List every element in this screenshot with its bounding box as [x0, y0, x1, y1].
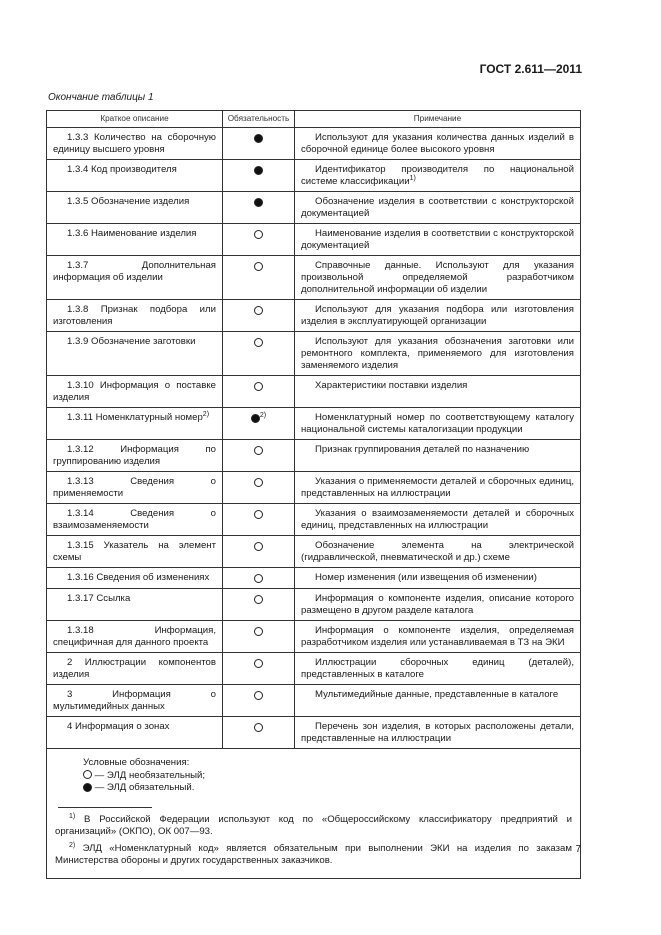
- row-description: [47, 160, 223, 192]
- row-description-text: 1.3.16 Сведения об изменениях: [67, 572, 210, 583]
- row-description-text: 2 Иллюстрации компонентов изделия: [53, 657, 216, 680]
- row-obligation: [223, 128, 295, 160]
- table-row: [47, 408, 581, 440]
- empty-circle-icon: [254, 723, 263, 732]
- table-row: [47, 224, 581, 256]
- footnote-1-text: В Российской Федерации используют код по «Общероссийскому классификатору предприятий и организаций» (ОКПО), ОК 007—93.: [55, 813, 572, 837]
- row-note-text: Указания о применяемости деталей и сборочных единиц, представленных на иллюстрации: [301, 476, 574, 499]
- row-obligation: [223, 504, 295, 536]
- row-note-text: Указания о взаимозаменяемости деталей и сборочных единиц, представленных на иллюстрации: [301, 508, 574, 531]
- empty-circle-icon: [254, 446, 263, 455]
- row-note-text: Номер изменения (или извещения об изменении): [315, 572, 537, 583]
- row-note: [295, 408, 581, 440]
- table-row: [47, 300, 581, 332]
- row-description: [47, 408, 223, 440]
- row-description: [47, 685, 223, 717]
- row-note-text: Перечень зон изделия, в которых расположены детали, представленные на иллюстрации: [301, 721, 574, 744]
- table-header-row: [47, 111, 581, 128]
- row-description-text: 1.3.18 Информация, специфичная для данного проекта: [53, 625, 216, 648]
- empty-circle-icon: [254, 230, 263, 239]
- row-obligation: [223, 536, 295, 568]
- empty-circle-icon: [254, 382, 263, 391]
- row-description: [47, 300, 223, 332]
- empty-circle-icon: [254, 542, 263, 551]
- row-note-text: Характеристики поставки изделия: [315, 380, 468, 391]
- row-description-text: 1.3.17 Ссылка: [67, 593, 131, 604]
- row-note-text: Обозначение изделия в соответствии с конструкторской документацией: [301, 196, 574, 219]
- row-note-text: Мультимедийные данные, представленные в каталоге: [315, 689, 559, 700]
- row-note-text: Идентификатор производителя по национальной системе классификации: [301, 164, 574, 187]
- row-note: [295, 568, 581, 589]
- legend-mandatory: [83, 782, 572, 795]
- column-header-description: Краткое описание: [47, 111, 223, 128]
- row-note-text: Номенклатурный номер по соответствующему каталогу национальной системы каталогизации продукции: [301, 412, 574, 435]
- row-description: [47, 332, 223, 376]
- filled-circle-icon: [254, 198, 263, 207]
- row-obligation: [223, 440, 295, 472]
- row-obligation: [223, 376, 295, 408]
- row-note: [295, 504, 581, 536]
- row-description-text: 1.3.8 Признак подбора или изготовления: [53, 304, 216, 327]
- row-note-text: Обозначение элемента на электрической (гидравлической, пневматической и др.) схеме: [301, 540, 574, 563]
- filled-circle-icon: [254, 134, 263, 143]
- page-number: 7: [575, 844, 581, 855]
- row-description: [47, 653, 223, 685]
- footnote-2-text: ЭЛД «Номенклатурный код» является обязательным при выполнении ЭКИ на изделия по заказам Министерства обороны и других государственных заказчиков.: [55, 842, 572, 866]
- row-note: [295, 472, 581, 504]
- row-obligation: [223, 653, 295, 685]
- empty-circle-icon: [83, 770, 92, 779]
- empty-circle-icon: [254, 306, 263, 315]
- row-note-text: Используют для указания количества данных изделий в сборочной единице более высокого уровня: [301, 132, 574, 155]
- footnote-2-mark: 2): [69, 841, 76, 849]
- row-note-text: Информация о компоненте изделия, описание которого размещено в другом разделе каталога: [301, 593, 574, 616]
- table-row: [47, 256, 581, 300]
- row-description-text: 1.3.5 Обозначение изделия: [67, 196, 190, 207]
- table-row: [47, 589, 581, 621]
- row-note: [295, 536, 581, 568]
- row-obligation: [223, 589, 295, 621]
- row-description-text: 1.3.14 Сведения о взаимозаменяемости: [53, 508, 216, 531]
- footnote-ref: 2): [202, 411, 210, 418]
- table-row: [47, 440, 581, 472]
- row-description: [47, 621, 223, 653]
- row-obligation: [223, 685, 295, 717]
- row-note: [295, 224, 581, 256]
- row-description-text: 1.3.15 Указатель на элемент схемы: [53, 540, 216, 563]
- table-row: [47, 504, 581, 536]
- row-note-text: Наименование изделия в соответствии с конструкторской документацией: [301, 228, 574, 251]
- row-description-text: 1.3.3 Количество на сборочную единицу высшего уровня: [53, 132, 216, 155]
- table-row: [47, 621, 581, 653]
- row-description: [47, 717, 223, 749]
- legend-optional: [83, 770, 572, 783]
- row-note: [295, 128, 581, 160]
- row-note: [295, 160, 581, 192]
- footnote-1-mark: 1): [69, 812, 76, 820]
- row-description-text: 1.3.12 Информация по группированию изделия: [53, 444, 216, 467]
- row-obligation: [223, 568, 295, 589]
- row-note: [295, 653, 581, 685]
- table-footer: [47, 749, 581, 879]
- row-note: [295, 717, 581, 749]
- table-footer-row: [47, 749, 581, 879]
- document-header: ГОСТ 2.611—2011: [479, 62, 582, 76]
- table-row: [47, 685, 581, 717]
- column-header-obligation: Обязательность: [223, 111, 295, 128]
- row-description: [47, 224, 223, 256]
- row-description-text: 1.3.7 Дополнительная информация об изделии: [53, 260, 216, 283]
- row-description: [47, 504, 223, 536]
- table-row: [47, 717, 581, 749]
- row-note: [295, 685, 581, 717]
- row-note: [295, 300, 581, 332]
- row-obligation: [223, 300, 295, 332]
- row-obligation: [223, 472, 295, 504]
- column-header-note: Примечание: [295, 111, 581, 128]
- table-body: [47, 128, 581, 749]
- row-obligation: [223, 192, 295, 224]
- row-obligation: [223, 717, 295, 749]
- table-row: [47, 568, 581, 589]
- row-note: [295, 440, 581, 472]
- legend: [55, 757, 572, 795]
- table-row: [47, 536, 581, 568]
- row-note: [295, 621, 581, 653]
- empty-circle-icon: [254, 262, 263, 271]
- empty-circle-icon: [254, 574, 263, 583]
- row-note-text: Информация о компоненте изделия, определяемая разработчиком изделия или устанавливаемая в ТЗ на ЭКИ: [301, 625, 574, 648]
- row-obligation: [223, 408, 295, 440]
- row-description-text: 3 Информация о мультимедийных данных: [53, 689, 216, 712]
- row-note: [295, 589, 581, 621]
- table-caption: Окончание таблицы 1: [48, 92, 154, 103]
- requirements-table: [46, 110, 581, 879]
- row-description: [47, 376, 223, 408]
- footnote-ref: 1): [409, 175, 416, 182]
- empty-circle-icon: [254, 659, 263, 668]
- empty-circle-icon: [254, 595, 263, 604]
- empty-circle-icon: [254, 510, 263, 519]
- row-note-text: Используют для указания обозначения заготовки или ремонтного комплекта, применяемого для изготовления заменяемого изделия: [301, 336, 574, 371]
- row-description-text: 1.3.13 Сведения о применяемости: [53, 476, 216, 499]
- empty-circle-icon: [254, 338, 263, 347]
- row-note: [295, 376, 581, 408]
- row-note-text: Используют для указания подбора или изготовления изделия в эксплуатирующей организации: [301, 304, 574, 327]
- filled-circle-icon: [251, 414, 260, 423]
- table-row: [47, 128, 581, 160]
- row-obligation: [223, 256, 295, 300]
- row-obligation: [223, 621, 295, 653]
- row-note-text: Признак группирования деталей по назначению: [315, 444, 530, 455]
- empty-circle-icon: [254, 478, 263, 487]
- filled-circle-icon: [83, 783, 92, 792]
- row-description-text: 1.3.11 Номенклатурный номер: [67, 412, 203, 423]
- table-row: [47, 332, 581, 376]
- row-description: [47, 128, 223, 160]
- footnote-ref: 2): [259, 412, 267, 419]
- legend-title: Условные обозначения:: [83, 757, 190, 768]
- row-note-text: Иллюстрации сборочных единиц (деталей), представленных в каталоге: [301, 657, 574, 680]
- row-description: [47, 568, 223, 589]
- row-note: [295, 192, 581, 224]
- row-description: [47, 256, 223, 300]
- row-description-text: 1.3.4 Код производителя: [67, 164, 177, 175]
- row-description: [47, 440, 223, 472]
- footnote-1: [55, 814, 572, 839]
- row-note: [295, 256, 581, 300]
- table-row: [47, 653, 581, 685]
- row-description: [47, 589, 223, 621]
- legend-mandatory-text: — ЭЛД обязательный.: [94, 782, 195, 793]
- empty-circle-icon: [254, 691, 263, 700]
- footnote-2: [55, 843, 572, 868]
- filled-circle-icon: [254, 166, 263, 175]
- row-note: [295, 332, 581, 376]
- table-row: [47, 192, 581, 224]
- row-note-text: Справочные данные. Используют для указания произвольной определяемой разработчиком дополнительной информации об изделии: [301, 260, 574, 295]
- empty-circle-icon: [254, 627, 263, 636]
- row-description: [47, 192, 223, 224]
- row-description-text: 1.3.10 Информация о поставке изделия: [53, 380, 216, 403]
- table-row: [47, 160, 581, 192]
- table-row: [47, 376, 581, 408]
- row-description-text: 1.3.9 Обозначение заготовки: [67, 336, 196, 347]
- footnote-divider: [58, 807, 152, 808]
- row-description-text: 1.3.6 Наименование изделия: [67, 228, 197, 239]
- row-obligation: [223, 160, 295, 192]
- legend-optional-text: — ЭЛД необязательный;: [94, 769, 206, 781]
- row-description: [47, 472, 223, 504]
- row-description: [47, 536, 223, 568]
- row-obligation: [223, 224, 295, 256]
- table-row: [47, 472, 581, 504]
- row-description-text: 4 Информация о зонах: [67, 721, 170, 732]
- row-obligation: [223, 332, 295, 376]
